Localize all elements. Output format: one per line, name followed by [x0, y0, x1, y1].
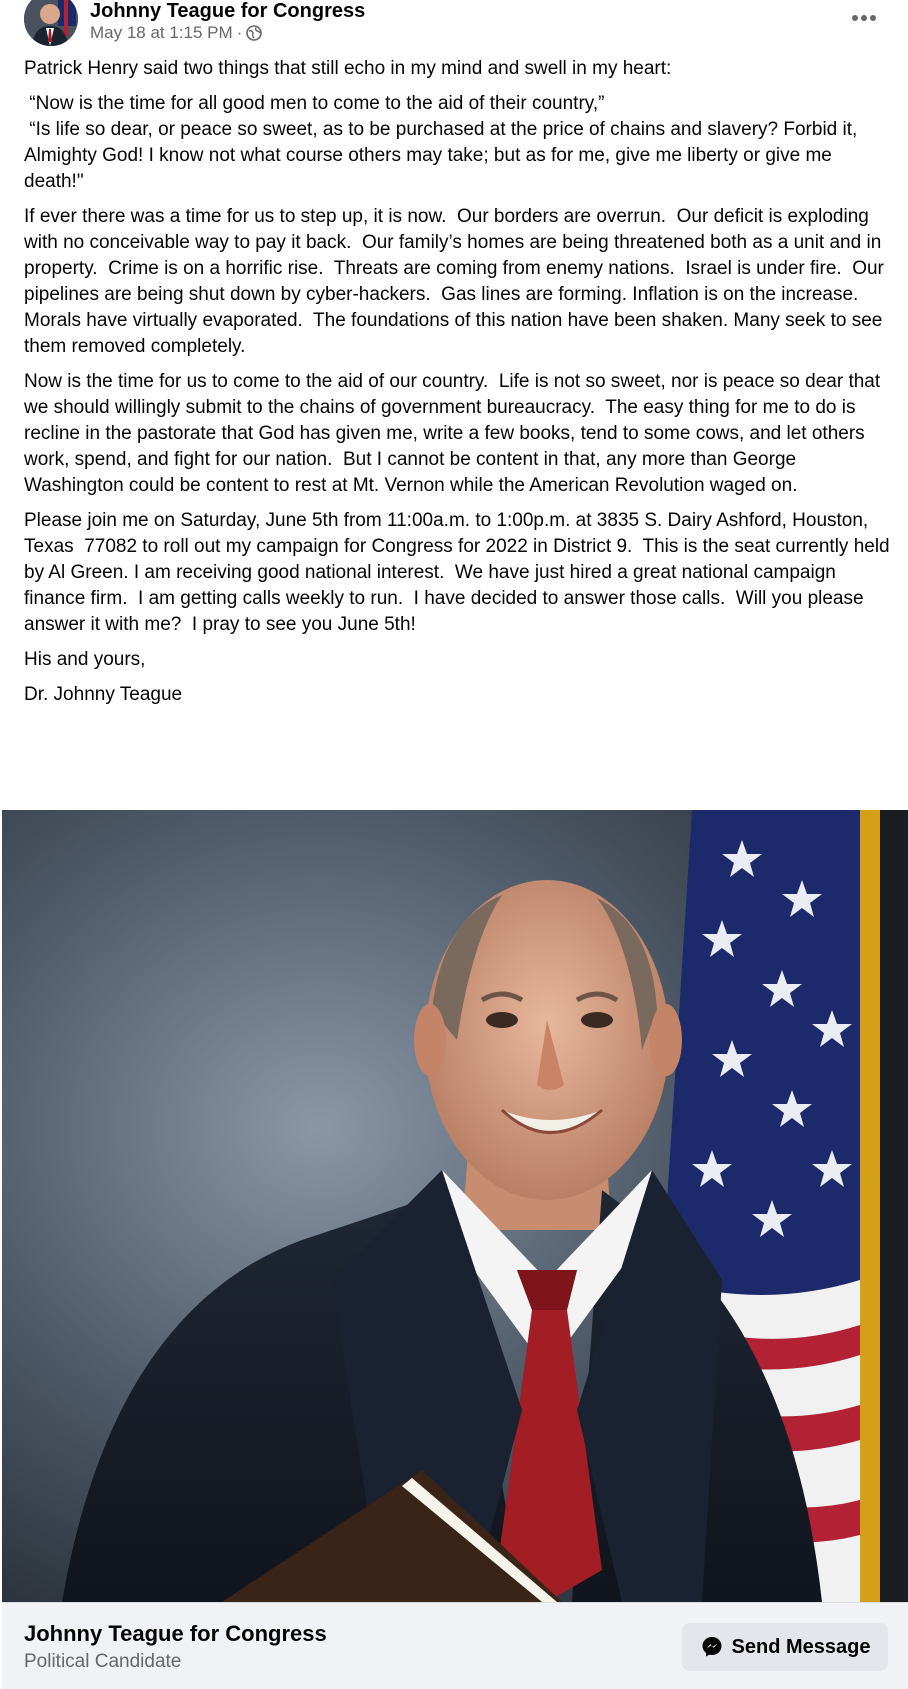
post-body: [24, 56, 896, 717]
post-paragraph: His and yours,: [24, 649, 146, 670]
more-options-button[interactable]: [844, 0, 884, 36]
send-message-button[interactable]: [682, 1623, 888, 1671]
post-paragraph: If ever there was a time for us to step up, it is now. Our borders are overrun. Our deficit is exploding with no conceivable way to pay it back. Our family’s homes are being threatened both as a unit and in property. Crime is on a horrific rise. Threats are coming from enemy nations. Israel is under fire. Our pipelines are being shut down by cyber-hackers. Gas lines are forming. Inflation is on the increase. Morals have virtually evaporated. The foundations of this nation have been shaken. Many seek to see them removed completely.: [24, 206, 890, 357]
post-paragraph: “Now is the time for all good men to come to the aid of their country,” “Is life so dear, or peace so sweet, as to be purchased at the price of chains and slavery? Forbid it, Almighty God! I know not what course others may take; but as for me, give me liberty or give me death!": [24, 93, 858, 192]
post-header: [24, 0, 884, 48]
post-meta: [90, 23, 262, 43]
page-footer: [2, 1602, 908, 1689]
messenger-icon: [700, 1635, 724, 1659]
globe-icon[interactable]: [246, 25, 262, 41]
post-paragraph: Please join me on Saturday, June 5th from 11:00a.m. to 1:00p.m. at 3835 S. Dairy Ashford, Houston, Texas 77082 to roll out my campaign for Congress for 2022 in District 9. This is the seat currently held by Al Green. I am receiving good national interest. We have just hired a great national campaign finance firm. I am getting calls weekly to run. I have decided to answer those calls. Will you please answer it with me? I pray to see you June 5th!: [24, 510, 895, 635]
post-paragraph: Patrick Henry said two things that still echo in my mind and swell in my heart:: [24, 58, 672, 79]
avatar[interactable]: [24, 0, 78, 46]
meta-separator: ·: [236, 23, 243, 42]
candidate-portrait-image: [2, 810, 908, 1602]
page-name-link[interactable]: Johnny Teague for Congress: [90, 0, 366, 22]
facebook-post: [2, 0, 908, 1688]
post-photo[interactable]: [2, 810, 908, 1602]
footer-page-category: Political Candidate: [24, 1651, 182, 1672]
post-timestamp[interactable]: May 18 at 1:15 PM: [90, 23, 233, 42]
post-paragraph: Now is the time for us to come to the aid of our country. Life is not so sweet, nor is peace so dear that we should willingly submit to the chains of government bureaucracy. The easy thing for me to do is recline in the pastorate that God has given me, write a few books, tend to some cows, and let others work, spend, and fight for our nation. But I cannot be content in that, any more than George Washington could be content to rest at Mt. Vernon while the American Revolution waged on.: [24, 371, 886, 496]
send-message-label: Send Message: [731, 1635, 871, 1658]
footer-page-name[interactable]: Johnny Teague for Congress: [24, 1621, 327, 1646]
post-paragraph: Dr. Johnny Teague: [24, 684, 183, 705]
more-horizontal-icon: [851, 14, 877, 22]
